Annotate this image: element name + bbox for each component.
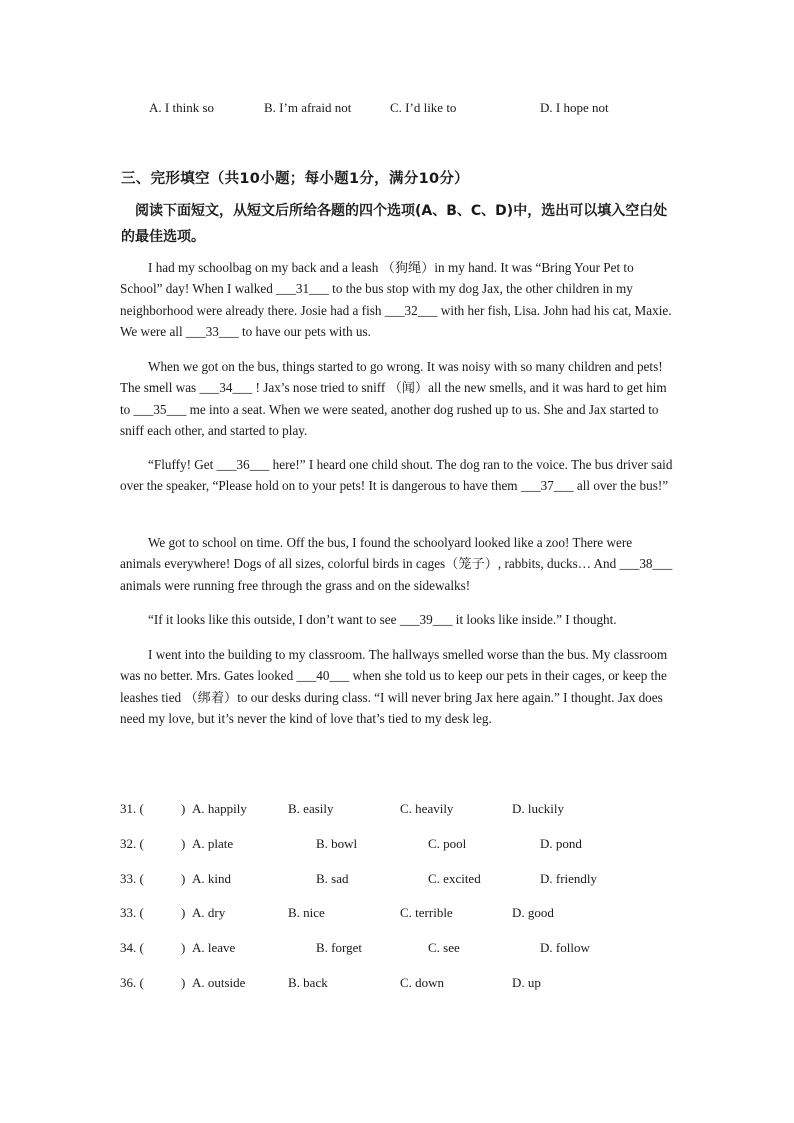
option-a: A. happily bbox=[192, 801, 247, 816]
passage-paragraph-5: “If it looks like this outside, I don’t want to see ___39___ it looks like inside.” I thought. bbox=[148, 612, 617, 627]
answer-paren[interactable]: ) bbox=[181, 836, 186, 851]
prev-option-a: A. I think so bbox=[149, 100, 214, 115]
option-a: A. outside bbox=[192, 975, 246, 990]
option-c: C. heavily bbox=[400, 801, 454, 816]
option-a: A. dry bbox=[192, 905, 226, 920]
option-d: D. follow bbox=[540, 940, 590, 955]
passage-paragraph-6: I went into the building to my classroom. The hallways smelled worse than the bus. My classroom was no better. Mrs. Gates looked ___40___ when she told us to keep our pets in their cages, or keep the leashes tied （绑着）to our desks during class. “I will never bring Jax here again.” I thought. Jax does need my love, but it’s never the kind of love that’s tied to my desk leg. bbox=[120, 647, 668, 727]
passage-paragraph-2: When we got on the bus, things started to go wrong. It was noisy with so many children and pets! The smell was ___34___ ! Jax’s nose tried to sniff （闻）all the new smells, and it was hard to get him to ___35___ me into a seat. When we were seated, another dog rushed up to us. She and Jax started to sniff each other, and started to play. bbox=[120, 359, 667, 439]
option-a: A. kind bbox=[192, 871, 231, 886]
option-b: B. forget bbox=[316, 940, 362, 955]
question-number: 34. ( bbox=[120, 940, 144, 955]
answer-paren[interactable]: ) bbox=[181, 975, 186, 990]
passage-paragraph-4: We got to school on time. Off the bus, I found the schoolyard looked like a zoo! There were animals everywhere! Dogs of all sizes, colorful birds in cages（笼子）, rabbits, ducks… And ___38___ animals were running free through the grass and on the sidewalks! bbox=[120, 535, 673, 593]
answer-paren[interactable]: ) bbox=[181, 905, 186, 920]
option-d: D. good bbox=[512, 905, 554, 920]
question-number: 33. ( bbox=[120, 905, 144, 920]
section-instructions: 阅读下面短文，从短文后所给各题的四个选项(A、B、C、D)中，选出可以填入空白处的最佳选项。 bbox=[121, 203, 668, 245]
option-a: A. plate bbox=[192, 836, 234, 851]
question-number: 32. ( bbox=[120, 836, 144, 851]
passage-paragraph-3: “Fluffy! Get ___36___ here!” I heard one child shout. The dog ran to the voice. The bus driver said over the speaker, “Please hold on to your pets! It is dangerous to have them ___37___ all over the bus!” bbox=[120, 457, 673, 494]
option-d: D. friendly bbox=[540, 871, 598, 886]
option-c: C. terrible bbox=[400, 905, 453, 920]
option-b: B. back bbox=[288, 975, 328, 990]
prev-option-b: B. I’m afraid not bbox=[264, 100, 352, 115]
answer-paren[interactable]: ) bbox=[181, 801, 186, 816]
prev-option-d: D. I hope not bbox=[540, 100, 609, 115]
option-d: D. luckily bbox=[512, 801, 564, 816]
option-d: D. pond bbox=[540, 836, 582, 851]
option-a: A. leave bbox=[192, 940, 236, 955]
answer-paren[interactable]: ) bbox=[181, 940, 186, 955]
option-c: C. pool bbox=[428, 836, 467, 851]
option-c: C. down bbox=[400, 975, 445, 990]
answer-paren[interactable]: ) bbox=[181, 871, 186, 886]
passage-paragraph-1: I had my schoolbag on my back and a leash （狗绳）in my hand. It was “Bring Your Pet to School” day! When I walked ___31___ to the bus stop with my dog Jax, the other children in my neighborhood were already there. Josie had a fish ___32___ with her fish, Lisa. John had his cat, Maxie. We were all ___33___ to have our pets with us. bbox=[120, 260, 672, 340]
option-b: B. nice bbox=[288, 905, 325, 920]
prev-option-c: C. I’d like to bbox=[390, 100, 457, 115]
question-number: 31. ( bbox=[120, 801, 144, 816]
section-heading: 三、完形填空（共10小题；每小题1分，满分10分） bbox=[121, 171, 469, 187]
option-d: D. up bbox=[512, 975, 541, 990]
option-b: B. sad bbox=[316, 871, 349, 886]
option-b: B. bowl bbox=[316, 836, 358, 851]
option-c: C. excited bbox=[428, 871, 481, 886]
question-number: 36. ( bbox=[120, 975, 144, 990]
option-b: B. easily bbox=[288, 801, 334, 816]
option-c: C. see bbox=[428, 940, 460, 955]
question-number: 33. ( bbox=[120, 871, 144, 886]
